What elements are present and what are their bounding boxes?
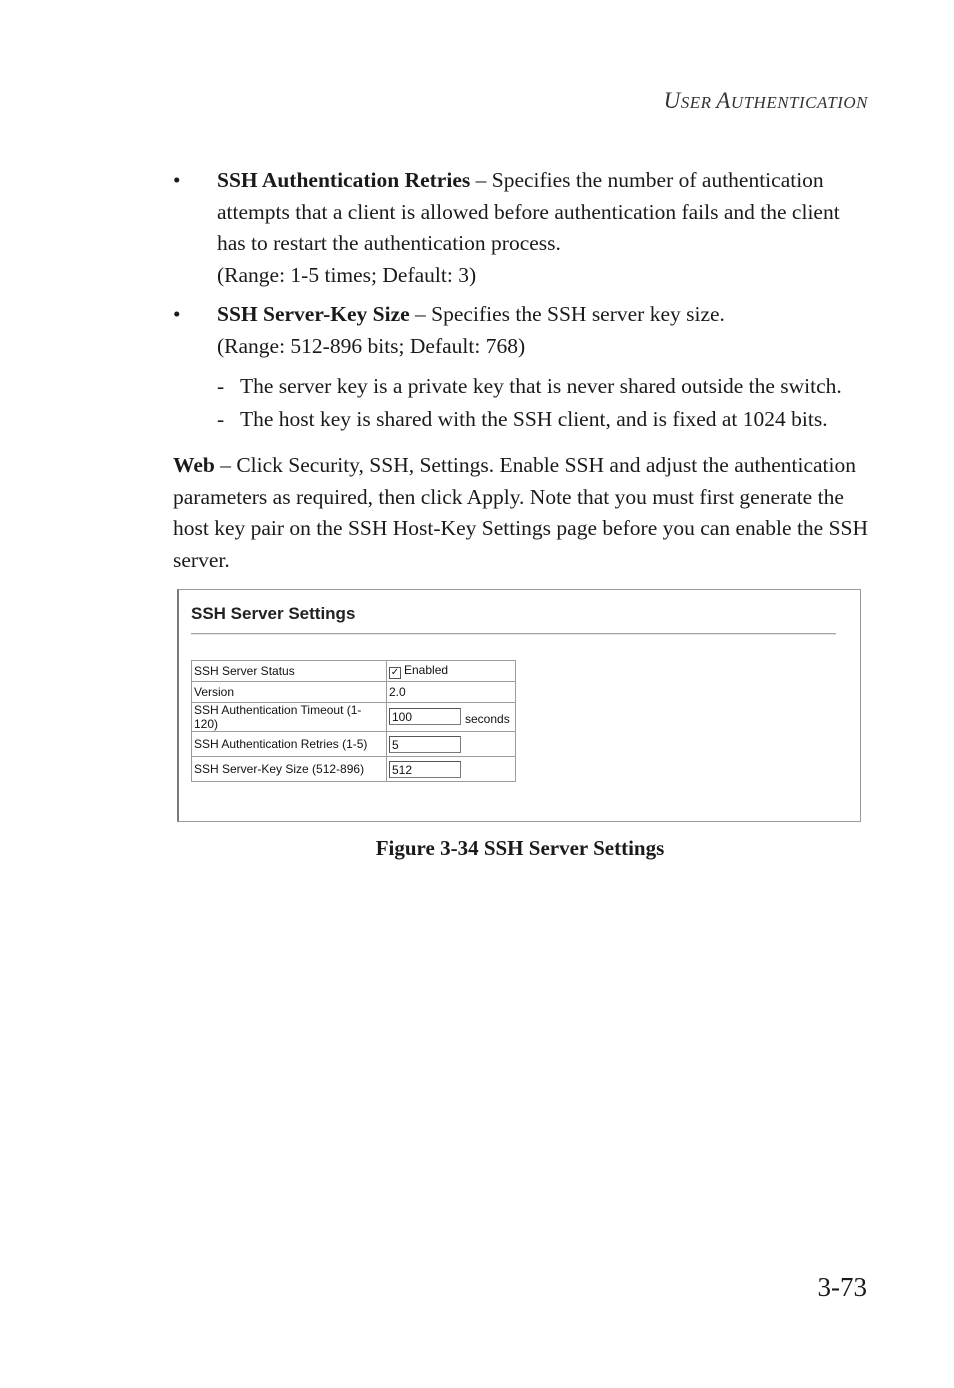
row-label: Version [192,682,387,703]
table-row [192,682,516,703]
row-value [387,703,516,732]
title-divider [191,633,836,635]
bullet-dot: • [173,302,181,326]
web-term: Web [173,453,215,477]
running-head-cap: A [716,88,731,113]
figure-title: SSH Server Settings [191,604,356,623]
row-label: SSH Server Status [192,661,387,682]
bullet-range: (Range: 1-5 times; Default: 3) [217,262,477,287]
row-label: SSH Authentication Retries (1-5) [192,732,387,757]
running-head [664,88,868,114]
table-row [192,732,516,757]
bullet-range: (Range: 512-896 bits; Default: 768) [217,333,526,358]
table-row [192,703,516,732]
row-value [387,732,516,757]
checkbox-label: Enabled [404,663,449,677]
retries-input[interactable]: 5 [389,736,461,753]
ssh-settings-screenshot [177,589,861,822]
bullet-text: – Specifies the number of authentication attempts that a client is allowed before authentication fails and the client has to restart the authentication process. [217,168,840,255]
figure-caption: Figure 3-34 SSH Server Settings [375,836,665,860]
running-head-smallcaps: UTHENTICATION [730,93,868,112]
dash-text: The host key is shared with the SSH client, and is fixed at 1024 bits. [240,407,828,431]
bullet-term: SSH Authentication Retries [217,168,471,192]
enabled-checkbox[interactable]: ✓ [390,667,400,678]
dash-item [173,370,873,403]
bullet-text: – Specifies the SSH server key size. [409,302,725,326]
dash-mark: - [217,374,225,398]
bullet-dot: • [173,168,181,192]
page-number: 3-73 [817,1272,867,1302]
running-head-cap: U [663,88,681,113]
row-value [387,757,516,782]
running-head-smallcaps: SER [680,93,717,112]
version-value: 2.0 [387,682,516,703]
body-text [173,165,873,576]
row-label: SSH Authentication Timeout (1-120) [192,703,387,732]
server-key-size-input[interactable]: 512 [389,761,461,778]
dash-mark: - [217,407,225,431]
bullet-item [173,165,873,291]
row-label: SSH Server-Key Size (512-896) [192,757,387,782]
timeout-input[interactable]: 100 [389,708,461,725]
timeout-unit: seconds [465,712,510,727]
table-row [192,757,516,782]
row-value [387,661,516,682]
web-text: – Click Security, SSH, Settings. Enable SSH and adjust the authentication parameters as required, then click Apply. Note that you must first generate the host key pair on the SSH Host-Key Settings page before you can enable the SSH server. [173,453,869,572]
settings-table [191,660,516,782]
table-row [192,661,516,682]
web-paragraph [173,450,873,576]
bullet-term: SSH Server-Key Size [217,302,410,326]
dash-item [173,403,873,436]
bullet-item [173,299,873,362]
dash-text: The server key is a private key that is never shared outside the switch. [240,374,842,398]
